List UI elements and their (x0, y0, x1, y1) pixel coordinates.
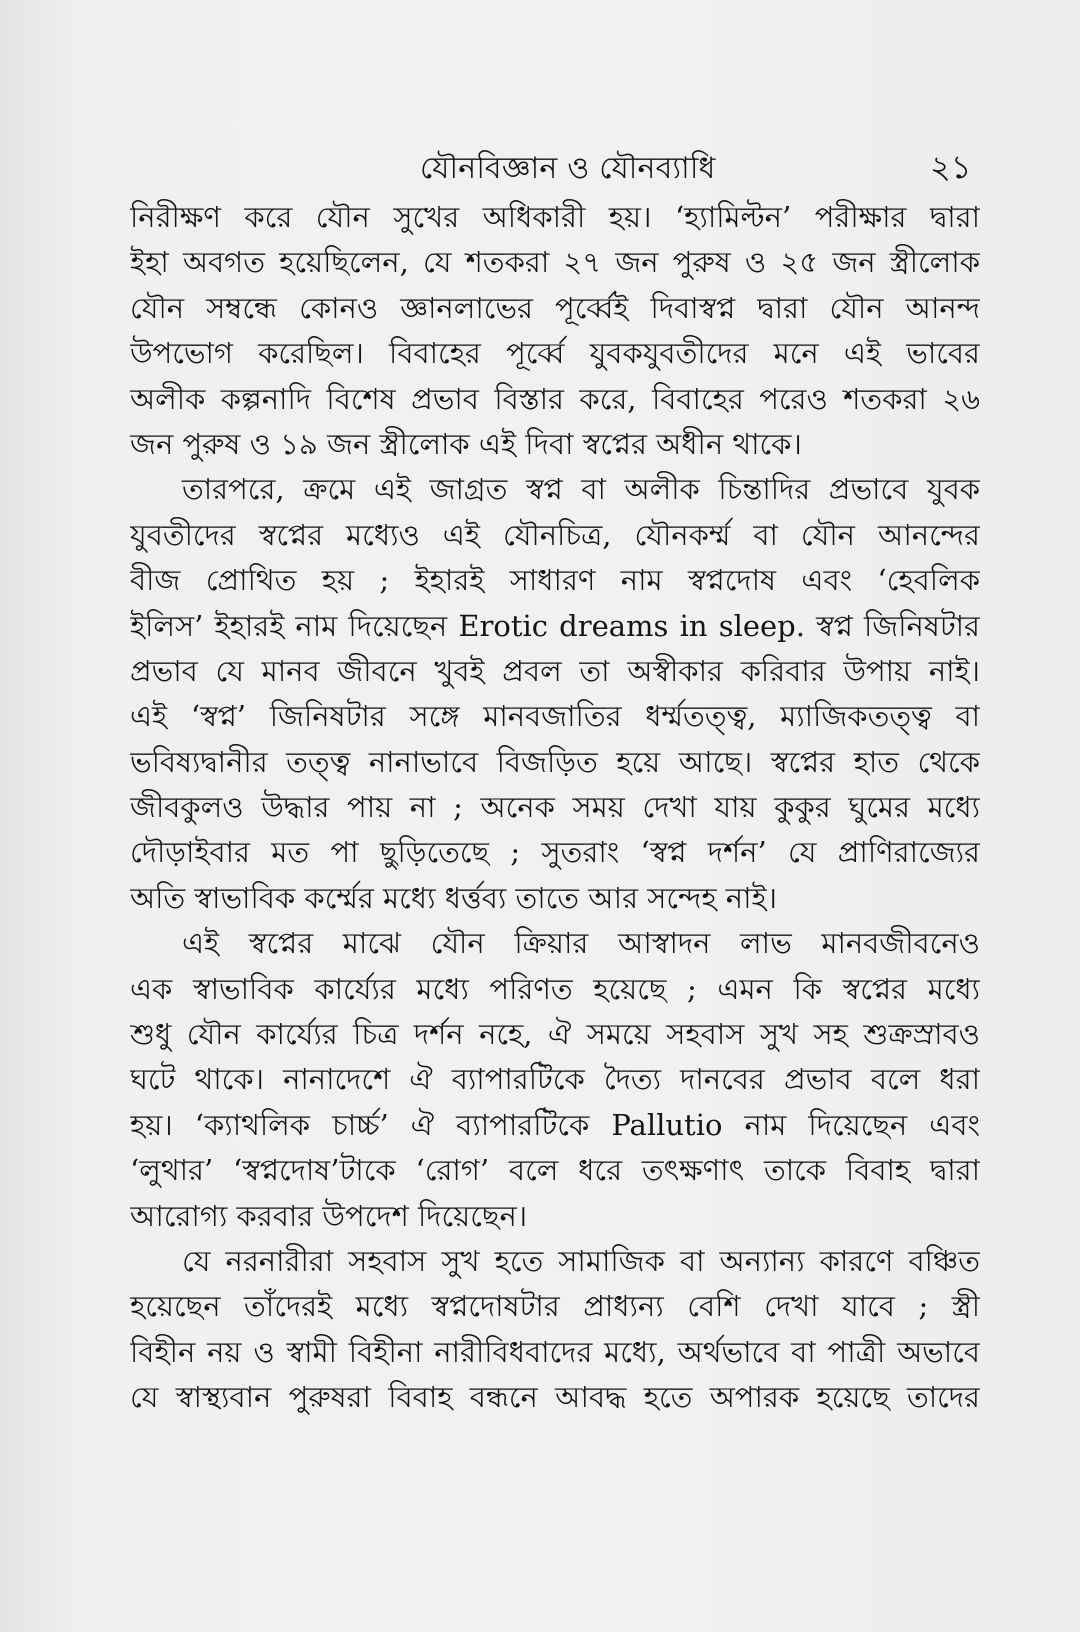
text-line: দৌড়াইবার মত পা ছুড়িতেছে ; সুতরাং ‘স্বপ্ন দর্শন’ যে প্রাণিরাজ্যের (130, 835, 980, 870)
body-text (130, 195, 980, 1421)
text-line: এই ‘স্বপ্ন’ জিনিষটার সঙ্গে মানবজাতির ধর্ম্মতত্ত্ব, ম্যাজিকতত্ত্ব বা (130, 699, 980, 734)
text-line: ‘লুথার’ ‘স্বপ্নদোষ’টাকে ‘রোগ’ বলে ধরে তৎক্ষণাৎ তাকে বিবাহ দ্বারা (130, 1153, 980, 1188)
text-line: বিহীন নয় ও স্বামী বিহীনা নারীবিধবাদের মধ্যে, অর্থভাবে বা পাত্রী অভাবে (130, 1334, 980, 1369)
text-line: প্রভাব যে মানব জীবনে খুবই প্রবল তা অস্বীকার করিবার উপায় নাই। (130, 653, 980, 688)
text-line: বীজ প্রোথিত হয় ; ইহারই সাধারণ নাম স্বপ্নদোষ এবং ‘হেবলিক (130, 563, 980, 598)
text-line: অতি স্বাভাবিক কর্ম্মের মধ্যে ধর্ত্তব্য তাতে আর সন্দেহ নাই। (130, 880, 777, 915)
text-line: হয়। ‘ক্যাথলিক চার্চ্চ’ ঐ ব্যাপারটিকে Pallutio নাম দিয়েছেন এবং (130, 1107, 980, 1142)
text-line: জন পুরুষ ও ১৯ জন স্ত্রীলোক এই দিবা স্বপ্নের অধীন থাকে। (130, 426, 802, 461)
text-line: শুধু যৌন কার্য্যের চিত্র দর্শন নহে, ঐ সময়ে সহবাস সুখ সহ শুক্রস্রাবও (130, 1017, 980, 1052)
text-line: জীবকুলও উদ্ধার পায় না ; অনেক সময় দেখা যায় কুকুর ঘুমের মধ্যে (130, 790, 980, 825)
text-line: তারপরে, ক্রমে এই জাগ্রত স্বপ্ন বা অলীক চিন্তাদির প্রভাবে যুবক (182, 472, 980, 507)
text-line: যুবতীদের স্বপ্নের মধ্যেও এই যৌনচিত্র, যৌনকর্ম্ম বা যৌন আনন্দের (130, 517, 980, 552)
text-line: আরোগ্য করবার উপদেশ দিয়েছেন। (130, 1198, 528, 1233)
text-line: এক স্বাভাবিক কার্য্যের মধ্যে পরিণত হয়েছে ; এমন কি স্বপ্নের মধ্যে (130, 971, 980, 1006)
text-line: যে স্বাস্থ্যবান পুরুষরা বিবাহ বন্ধনে আবদ্ধ হতে অপারক হয়েছে তাদের (130, 1380, 980, 1415)
text-line: অলীক কল্পনাদি বিশেষ প্রভাব বিস্তার করে, বিবাহের পরেও শতকরা ২৬ (130, 381, 980, 416)
page-number: ২১ (930, 148, 972, 186)
text-line: যৌন সম্বন্ধে কোনও জ্ঞানলাভের পূর্ব্বেই দিবাস্বপ্ন দ্বারা যৌন আনন্দ (130, 290, 980, 325)
text-line: নিরীক্ষণ করে যৌন সুখের অধিকারী হয়। ‘হ্যামিল্টন’ পরীক্ষার দ্বারা (130, 200, 980, 234)
text-line: ইহা অবগত হয়েছিলেন, যে শতকরা ২৭ জন পুরুষ ও ২৫ জন স্ত্রীলোক (130, 245, 980, 280)
running-title: যৌনবিজ্ঞান ও যৌনব্যাধি (420, 151, 716, 186)
text-line: ইলিস’ ইহারই নাম দিয়েছেন Erotic dreams in sleep. স্বপ্ন জিনিষটার (130, 608, 980, 643)
page-header (0, 140, 1080, 184)
text-line: হয়েছেন তাঁদেরই মধ্যে স্বপ্নদোষটার প্রাধ্যন্য বেশি দেখা যাবে ; স্ত্রী (130, 1289, 980, 1324)
text-line: ঘটে থাকে। নানাদেশে ঐ ব্যাপারটিকে দৈত্য দানবের প্রভাব বলে ধরা (130, 1062, 980, 1097)
text-line: ভবিষ্যদ্বানীর তত্ত্ব নানাভাবে বিজড়িত হয়ে আছে। স্বপ্নের হাত থেকে (130, 744, 980, 779)
text-line: এই স্বপ্নের মাঝে যৌন ক্রিয়ার আস্বাদন লাভ মানবজীবনেও (182, 926, 980, 961)
text-line: উপভোগ করেছিল। বিবাহের পূর্ব্বে যুবকযুবতীদের মনে এই ভাবের (130, 336, 980, 371)
text-line: যে নরনারীরা সহবাস সুখ হতে সামাজিক বা অন্যান্য কারণে বঞ্চিত (182, 1243, 980, 1278)
